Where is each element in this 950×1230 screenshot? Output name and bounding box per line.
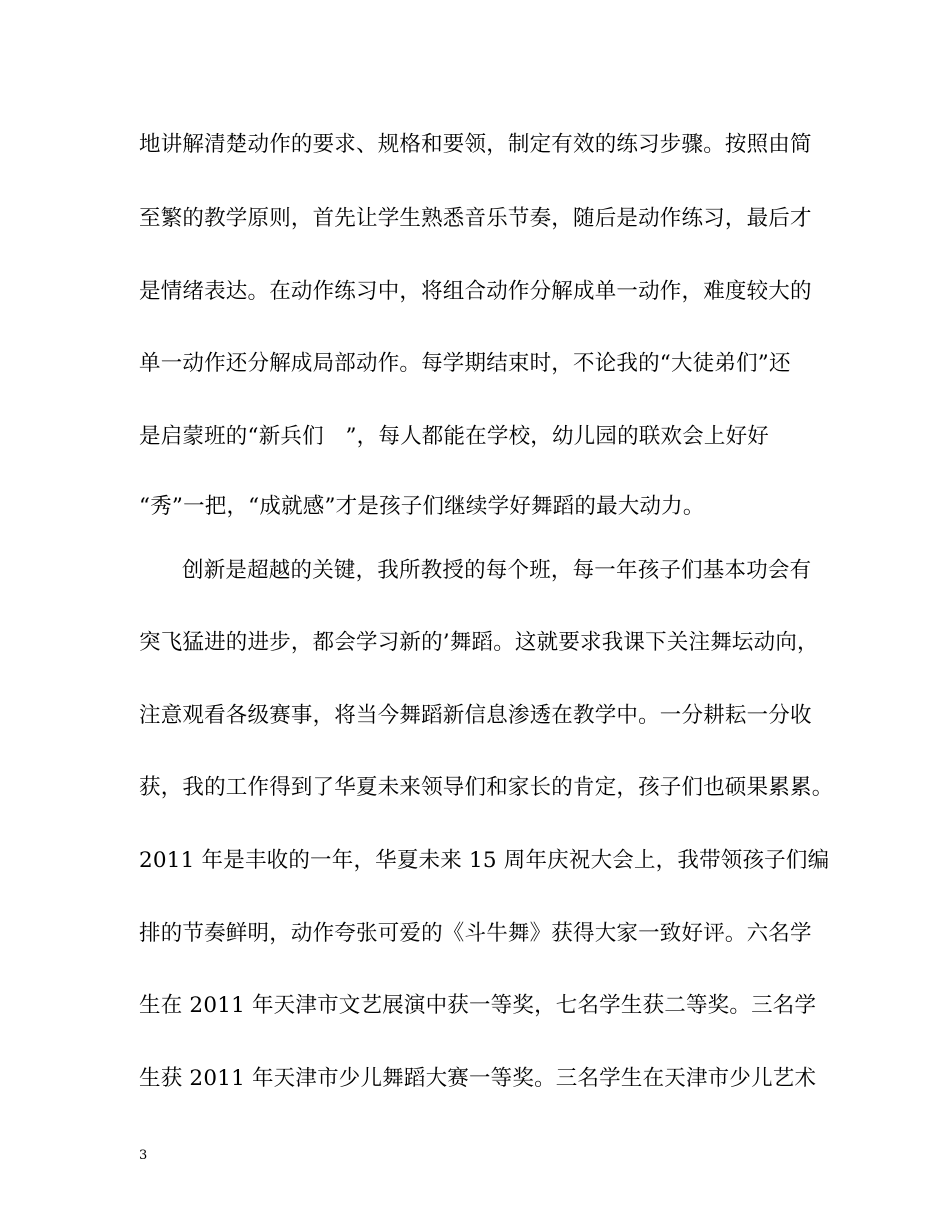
text-line: 是启蒙班的“新兵们 ”，每人都能在学校，幼儿园的联欢会上好好 [139,424,769,449]
text-line: 单一动作还分解成局部动作。每学期结束时，不论我的“大徒弟们”还 [139,351,791,376]
page-number: 3 [139,1148,148,1163]
text-line: 获，我的工作得到了华夏未来领导们和家长的肯定，孩子们也硕果累累。 [139,775,834,800]
text-line: 排的节奏鲜明，动作夸张可爱的《斗牛舞》获得大家一致好评。六名学 [139,921,812,946]
text-line: 至繁的教学原则，首先让学生熟悉音乐节奏，随后是动作练习，最后才 [139,206,812,231]
text-line: 突飞猛进的进步，都会学习新的’舞蹈。这就要求我课下关注舞坛动向， [139,630,819,655]
text-line: 地讲解清楚动作的要求、规格和要领，制定有效的练习步骤。按照由简 [139,132,812,157]
text-line: 是情绪表达。在动作练习中，将组合动作分解成单一动作，难度较大的 [139,279,812,304]
text-line: 生获 2011 年天津市少儿舞蹈大赛一等奖。三名学生在天津市少儿艺术 [139,1066,817,1091]
text-line: “秀”一把，“成就感”才是孩子们继续学好舞蹈的最大动力。 [139,494,705,519]
paragraph-first-line: 创新是超越的关键，我所教授的每个班，每一年孩子们基本功会有 [182,558,812,583]
text-line: 生在 2011 年天津市文艺展演中获一等奖，七名学生获二等奖。三名学 [139,993,817,1018]
text-line: 注意观看各级赛事，将当今舞蹈新信息渗透在教学中。一分耕耘一分收 [139,703,812,728]
text-line: 2011 年是丰收的一年，华夏未来 15 周年庆祝大会上，我带领孩子们编 [139,848,830,873]
